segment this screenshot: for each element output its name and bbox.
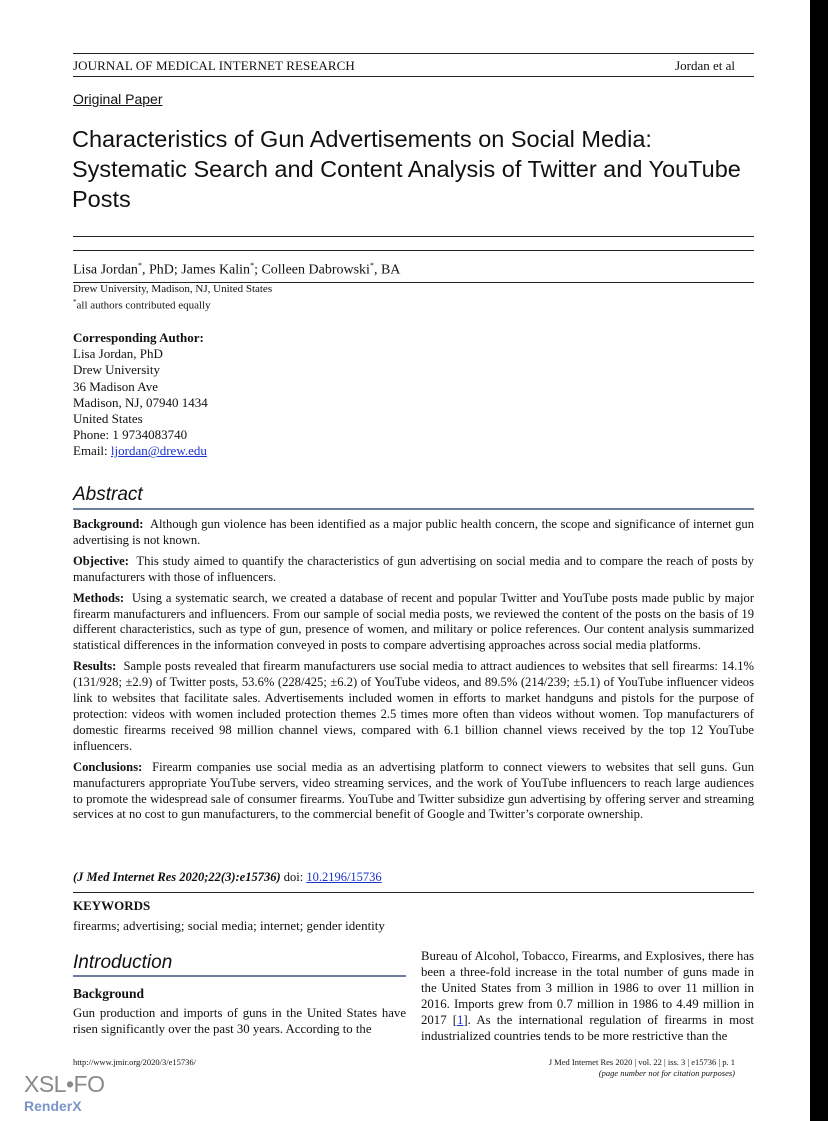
page-note: (page number not for citation purposes) — [598, 1068, 735, 1078]
equal-contribution-note — [73, 298, 211, 312]
corresponding-author — [73, 330, 208, 460]
footer-url: http://www.jmir.org/2020/3/e15736/ — [73, 1057, 197, 1067]
abstract-methods: Methods: Using a systematic search, we created a database of recent and popular Twitter and YouTube posts made public by major firearm manufacturers and influencers. From our sample of social media posts, we reviewed the content of the posts on the basis of 19 different characteristics, such as type of gun, presence of women, and military or police references. Our content analysis summarized statistical differences in the information conveyed in posts to compare advertising approaches across social media platforms. — [73, 590, 755, 653]
intro-column-right: Bureau of Alcohol, Tobacco, Firearms, and Explosives, there has been a three-fold increase in the total number of guns made in the United States from 3 million in 1986 to over 11 million in 2016. Imports grew from 0.7 million in 1986 to 4.49 million in 2017 [1]. As the international regulation of firearms in most industrialized countries tends to be more restrictive than the — [421, 949, 754, 1043]
author-suffix: ; — [254, 262, 262, 278]
footer-page-info — [549, 1057, 735, 1079]
email-link[interactable]: ljordan@drew.edu — [110, 443, 207, 459]
running-authors: Jordan et al — [675, 58, 735, 73]
author-mark: * — [137, 261, 142, 270]
corr-label: Corresponding Author: — [73, 330, 204, 345]
note-mark: * — [73, 298, 77, 306]
xslfo-watermark: XSL•FO — [24, 1071, 105, 1097]
background-subheading: Background — [73, 986, 145, 1001]
doi-link[interactable]: 10.2196/15736 — [306, 870, 382, 884]
abstract-background: Background: Although gun violence has been identified as a major public health concern, the scope and significance of internet gun advertising is not known. — [73, 517, 754, 547]
title-rule-2 — [73, 250, 754, 251]
corr-city: Madison, NJ, 07940 1434 — [73, 394, 208, 410]
note-text: all authors contributed equally — [76, 299, 211, 312]
paper-type: Original Paper — [73, 91, 163, 107]
author-suffix: , PhD; — [141, 262, 182, 278]
abstract-objective: Objective: This study aimed to quantify the characteristics of gun advertising on social media and to compare the reach of posts by manufacturers with those of influencers. — [73, 553, 754, 584]
abstract-rule — [73, 508, 754, 510]
author-name: James Kalin — [181, 262, 251, 278]
introduction-rule — [73, 975, 406, 977]
keywords-heading: KEYWORDS — [73, 898, 151, 913]
renderx-watermark: RenderX — [24, 1098, 82, 1114]
page-info: J Med Internet Res 2020 | vol. 22 | iss. 3 | e15736 | p. 1 — [548, 1057, 735, 1067]
abstract-results: Results: Sample posts revealed that firearm manufacturers use social media to attract audiences to websites that sell firearms: 14.1% (131/928; ±2.9) of Twitter posts, 53.6% (228/425; ±6.2) of YouTube videos, and 89.5% (214/239; ±5.1) of YouTube influencer videos link to websites that facilitate sales. Advertisements included women in efforts to market handguns and pistols for the purpose of protection: videos with women included protection themes 2.5 times more often than videos without women. Top manufacturers of domestic firearms received 98 million channel views, compared with 6.1 billion channel views received by the top 12 YouTube influencers. — [73, 659, 754, 753]
abstract-body — [73, 517, 754, 828]
corr-org: Drew University — [73, 362, 161, 378]
abstract-heading: Abstract — [73, 484, 143, 505]
top-rule — [73, 53, 754, 54]
reference-link[interactable]: 1 — [457, 1013, 464, 1027]
keywords-rule — [73, 892, 754, 893]
journal-name: JOURNAL OF MEDICAL INTERNET RESEARCH — [73, 58, 355, 73]
corr-street: 36 Madison Ave — [73, 378, 158, 394]
citation-ref: (J Med Internet Res 2020;22(3):e15736) — [73, 870, 281, 884]
affiliation: Drew University, Madison, NJ, United States — [73, 283, 273, 295]
doi-label: doi: — [280, 870, 307, 884]
author-mark: * — [369, 261, 374, 270]
title-rule-1 — [73, 236, 754, 237]
header-rule — [73, 76, 754, 77]
abstract-conclusions: Conclusions: Firearm companies use social media as an advertising platform to connect viewers to websites that sell guns. Gun manufacturers appropriate YouTube servers, video streaming services, and the work of YouTube influencers to reach large audiences to promote the widespread sale of consumer firearms. YouTube and Twitter subsidize gun advertising by offering server and streaming services at no cost to gun manufacturers, to the commercial benefit of Google and Twitter’s corporate ownership. — [73, 759, 754, 822]
corr-phone: Phone: 1 9734083740 — [73, 427, 188, 443]
intro-column-left: Gun production and imports of guns in the United States have risen significantly over the past 30 years. According to the — [73, 1006, 406, 1036]
author-mark: * — [250, 261, 255, 270]
keywords-text: firearms; advertising; social media; internet; gender identity — [73, 918, 385, 933]
corr-email-label: Email: — [73, 443, 111, 459]
paper-title: Characteristics of Gun Advertisements on Social Media: Systematic Search and Content Analysis of Twitter and YouTube Posts — [72, 126, 741, 212]
corr-country: United States — [73, 411, 143, 427]
author-name: Colleen Dabrowski — [261, 262, 370, 278]
corr-email-line — [73, 443, 208, 459]
corr-name: Lisa Jordan, PhD — [73, 346, 163, 362]
citation-line — [73, 870, 382, 885]
author-suffix: , BA — [373, 262, 401, 278]
introduction-heading: Introduction — [73, 952, 173, 973]
author-name: Lisa Jordan — [73, 262, 138, 278]
author-list — [73, 261, 400, 279]
